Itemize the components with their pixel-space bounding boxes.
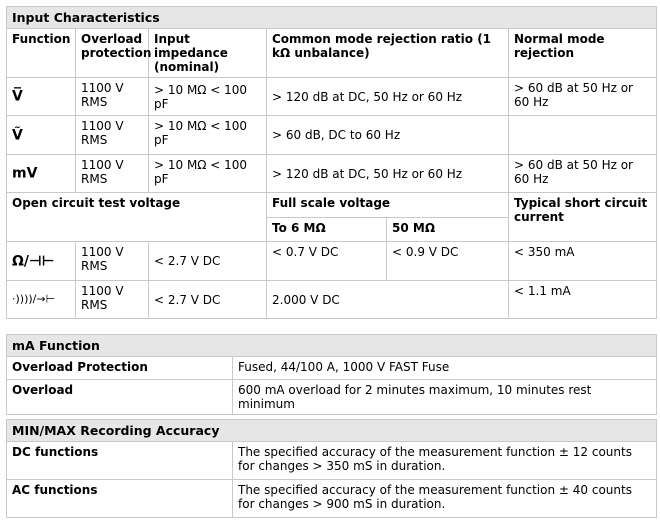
nmr-cell: > 60 dB at 50 Hz or 60 Hz	[509, 78, 657, 116]
ac-volts-icon: Ṽ	[7, 116, 76, 155]
row-label: Overload	[7, 380, 233, 415]
column-header: 50 MΩ	[387, 218, 509, 242]
minmax-accuracy-table	[6, 419, 657, 518]
row-value: Fused, 44/100 A, 1000 V FAST Fuse	[233, 357, 657, 380]
table-title: MIN/MAX Recording Accuracy	[7, 420, 657, 442]
cmrr-cell: > 120 dB at DC, 50 Hz or 60 Hz	[267, 155, 509, 193]
table-row	[7, 116, 657, 155]
nmr-cell	[509, 116, 657, 155]
column-header: Open circuit test voltage	[7, 193, 267, 242]
full-scale-cell: 2.000 V DC	[267, 281, 509, 319]
open-circuit-cell: < 2.7 V DC	[149, 281, 267, 319]
overload-cell: 1100 V RMS	[76, 78, 149, 116]
impedance-cell: > 10 MΩ < 100 pF	[149, 155, 267, 193]
table-title: mA Function	[7, 335, 657, 357]
column-header: Common mode rejection ratio (1 kΩ unbalance)	[267, 29, 509, 78]
column-header: Typical short circuit current	[509, 193, 657, 242]
column-header: To 6 MΩ	[267, 218, 387, 242]
cmrr-cell: > 120 dB at DC, 50 Hz or 60 Hz	[267, 78, 509, 116]
row-label: AC functions	[7, 480, 233, 518]
row-value: 600 mA overload for 2 minutes maximum, 10 minutes rest minimum	[233, 380, 657, 415]
ma-function-table	[6, 334, 657, 415]
overload-cell: 1100 V RMS	[76, 116, 149, 155]
impedance-cell: > 10 MΩ < 100 pF	[149, 78, 267, 116]
overload-cell: 1100 V RMS	[76, 242, 149, 281]
table-row	[7, 442, 657, 480]
table-row	[7, 357, 657, 380]
full-scale-6m-cell: < 0.7 V DC	[267, 242, 387, 281]
millivolts-icon: mV	[7, 155, 76, 193]
short-circuit-cell: < 350 mA	[509, 242, 657, 281]
row-label: Overload Protection	[7, 357, 233, 380]
continuity-diode-icon: ·))))/→⊢	[7, 281, 76, 319]
open-circuit-cell: < 2.7 V DC	[149, 242, 267, 281]
column-header: Full scale voltage	[267, 193, 509, 218]
table-row	[7, 78, 657, 116]
input-characteristics-table	[6, 6, 657, 319]
ohms-capacitance-icon: Ω/⊣⊢	[7, 242, 76, 281]
nmr-cell: > 60 dB at 50 Hz or 60 Hz	[509, 155, 657, 193]
cmrr-cell: > 60 dB, DC to 60 Hz	[267, 116, 509, 155]
overload-cell: 1100 V RMS	[76, 281, 149, 319]
column-header: Overload protection	[76, 29, 149, 78]
full-scale-50m-cell: < 0.9 V DC	[387, 242, 509, 281]
column-header: Function	[7, 29, 76, 78]
short-circuit-cell: < 1.1 mA	[509, 281, 657, 319]
row-value: The specified accuracy of the measurement function ± 12 counts for changes > 350 mS in duration.	[233, 442, 657, 480]
impedance-cell: > 10 MΩ < 100 pF	[149, 116, 267, 155]
table-title: Input Characteristics	[7, 7, 657, 29]
table-row	[7, 242, 657, 281]
table-row	[7, 281, 657, 319]
column-header: Input impedance (nominal)	[149, 29, 267, 78]
dc-volts-icon: V̅	[7, 78, 76, 116]
table-row	[7, 480, 657, 518]
row-value: The specified accuracy of the measurement function ± 40 counts for changes > 900 mS in duration.	[233, 480, 657, 518]
overload-cell: 1100 V RMS	[76, 155, 149, 193]
column-header: Normal mode rejection	[509, 29, 657, 78]
table-row	[7, 380, 657, 415]
row-label: DC functions	[7, 442, 233, 480]
table-row	[7, 155, 657, 193]
